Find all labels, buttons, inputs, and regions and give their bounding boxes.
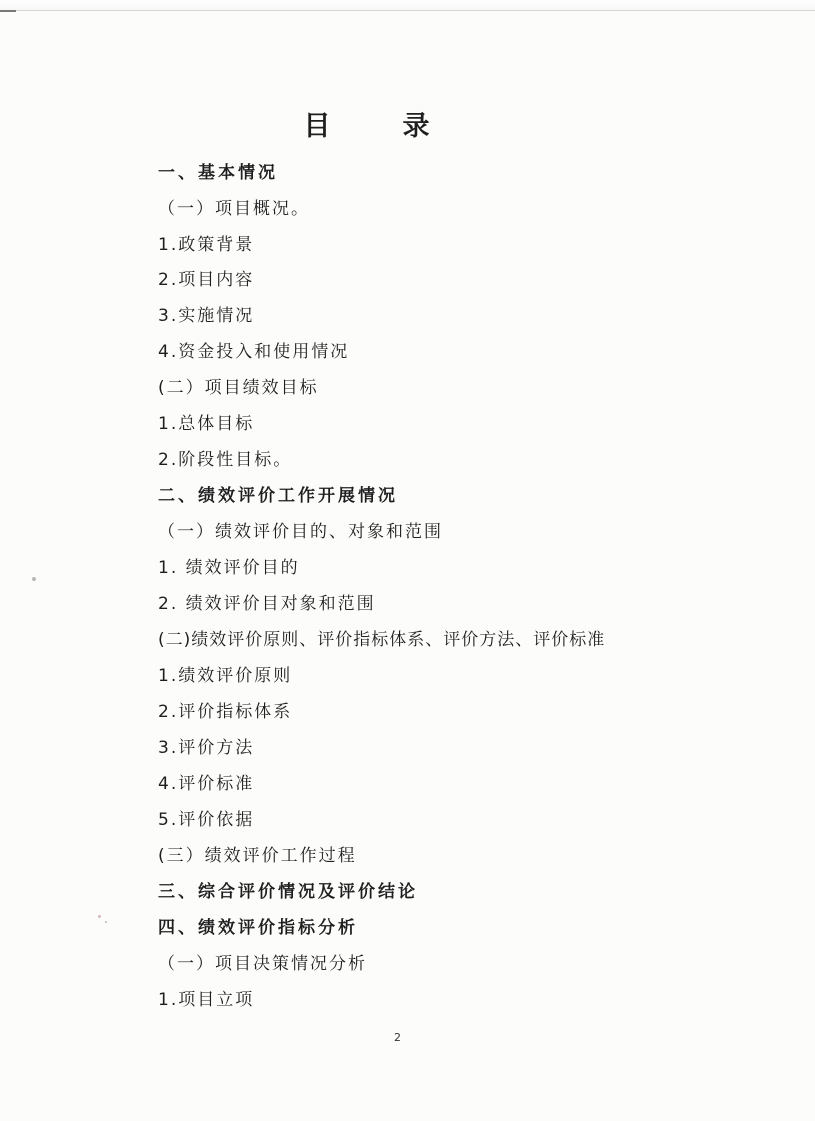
toc-item: 1. 绩效评价目的 xyxy=(158,558,300,578)
page-number: 2 xyxy=(394,1031,401,1044)
scan-corner-mark xyxy=(0,0,16,12)
toc-item: 2.项目内容 xyxy=(158,270,255,290)
toc-item: 3.实施情况 xyxy=(158,306,255,326)
toc-item: 1.政策背景 xyxy=(158,235,255,255)
scan-speck xyxy=(98,915,101,918)
toc-heading-2: 二、绩效评价工作开展情况 xyxy=(158,486,398,506)
toc-heading-3: 三、综合评价情况及评价结论 xyxy=(158,882,418,902)
toc-item: 1.绩效评价原则 xyxy=(158,666,293,686)
toc-item: 2. 绩效评价目对象和范围 xyxy=(158,594,376,614)
toc-item: 4.评价标准 xyxy=(158,774,255,794)
toc-item: 3.评价方法 xyxy=(158,738,255,758)
scan-top-edge xyxy=(0,0,815,11)
scan-speck xyxy=(32,577,36,581)
toc-subheading: (二）项目绩效目标 xyxy=(158,378,319,398)
toc-item: 2.评价指标体系 xyxy=(158,702,293,722)
toc-heading-4: 四、绩效评价指标分析 xyxy=(158,918,358,938)
toc-subheading: (二)绩效评价原则、评价指标体系、评价方法、评价标准 xyxy=(158,630,606,650)
toc-item: 5.评价依据 xyxy=(158,810,255,830)
toc-heading-1: 一、基本情况 xyxy=(158,163,278,183)
toc-item: 1.总体目标 xyxy=(158,414,255,434)
scan-speck xyxy=(105,921,107,923)
toc-subheading: （一）项目决策情况分析 xyxy=(158,954,367,974)
page-title xyxy=(0,104,735,143)
toc-subheading: （一）项目概况。 xyxy=(158,199,310,219)
title-char-2: 录 xyxy=(402,111,432,142)
toc-subheading: (三）绩效评价工作过程 xyxy=(158,846,357,866)
toc-subheading: （一）绩效评价目的、对象和范围 xyxy=(158,522,443,542)
toc-item: 1.项目立项 xyxy=(158,990,255,1010)
toc-item: 4.资金投入和使用情况 xyxy=(158,342,350,362)
title-char-1: 目 xyxy=(303,111,333,142)
toc-item: 2.阶段性目标。 xyxy=(158,450,293,470)
